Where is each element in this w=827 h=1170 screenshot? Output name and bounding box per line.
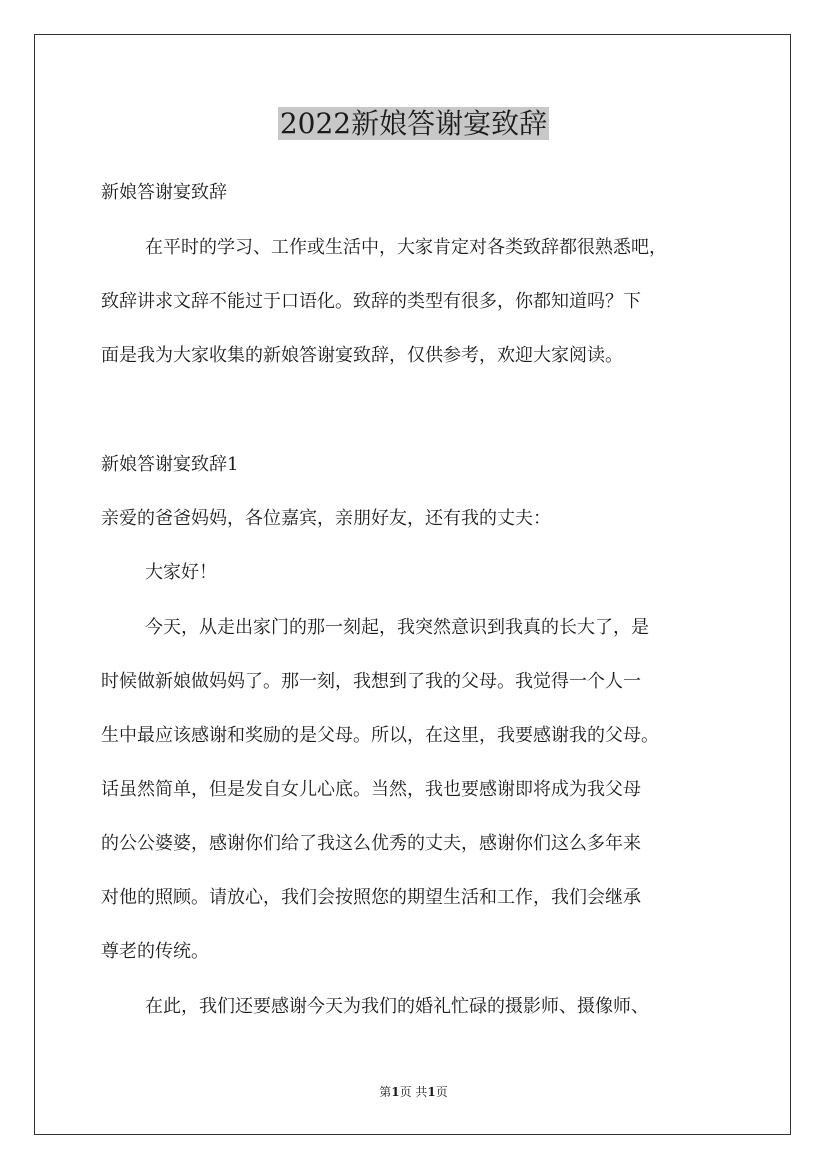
greeting: 大家好！ — [145, 562, 217, 583]
footer-suffix: 页 — [435, 1085, 448, 1099]
intro-line-1: 在平时的学习、工作或生活中，大家肯定对各类致辞都很熟悉吧， — [145, 237, 667, 258]
paragraph2-line-1: 在此，我们还要感谢今天为我们的婚礼忙碌的摄影师、摄像师、 — [145, 996, 649, 1017]
paragraph1-line-5: 的公公婆婆，感谢你们给了我这么优秀的丈夫，感谢你们这么多年来 — [101, 833, 641, 854]
paragraph1-line-4: 话虽然简单，但是发自女儿心底。当然，我也要感谢即将成为我父母 — [101, 779, 641, 800]
paragraph1-line-7: 尊老的传统。 — [101, 941, 209, 962]
intro-line-3: 面是我为大家收集的新娘答谢宴致辞，仅供参考，欢迎大家阅读。 — [101, 345, 623, 366]
paragraph1-line-6: 对他的照顾。请放心，我们会按照您的期望生活和工作，我们会继承 — [101, 887, 641, 908]
footer-page-current: 1 — [391, 1085, 400, 1099]
paragraph1-line-2: 时候做新娘做妈妈了。那一刻，我想到了我的父母。我觉得一个人一 — [101, 671, 641, 692]
footer-prefix: 第 — [379, 1085, 392, 1099]
intro-line-2: 致辞讲求文辞不能过于口语化。致辞的类型有很多，你都知道吗？下 — [101, 291, 641, 312]
document-title-text: 2022新娘答谢宴致辞 — [279, 107, 548, 140]
section-heading: 新娘答谢宴致辞1 — [101, 454, 239, 475]
salutation: 亲爱的爸爸妈妈，各位嘉宾，亲朋好友，还有我的丈夫： — [101, 508, 551, 529]
paragraph1-line-3: 生中最应该感谢和奖励的是父母。所以，在这里，我要感谢我的父母。 — [101, 725, 659, 746]
page-footer — [0, 1084, 827, 1100]
subtitle: 新娘答谢宴致辞 — [101, 182, 227, 203]
paragraph1-line-1: 今天，从走出家门的那一刻起，我突然意识到我真的长大了，是 — [145, 617, 649, 638]
footer-mid: 页 共 — [399, 1085, 428, 1099]
document-title — [0, 104, 827, 144]
footer-page-total: 1 — [427, 1085, 436, 1099]
